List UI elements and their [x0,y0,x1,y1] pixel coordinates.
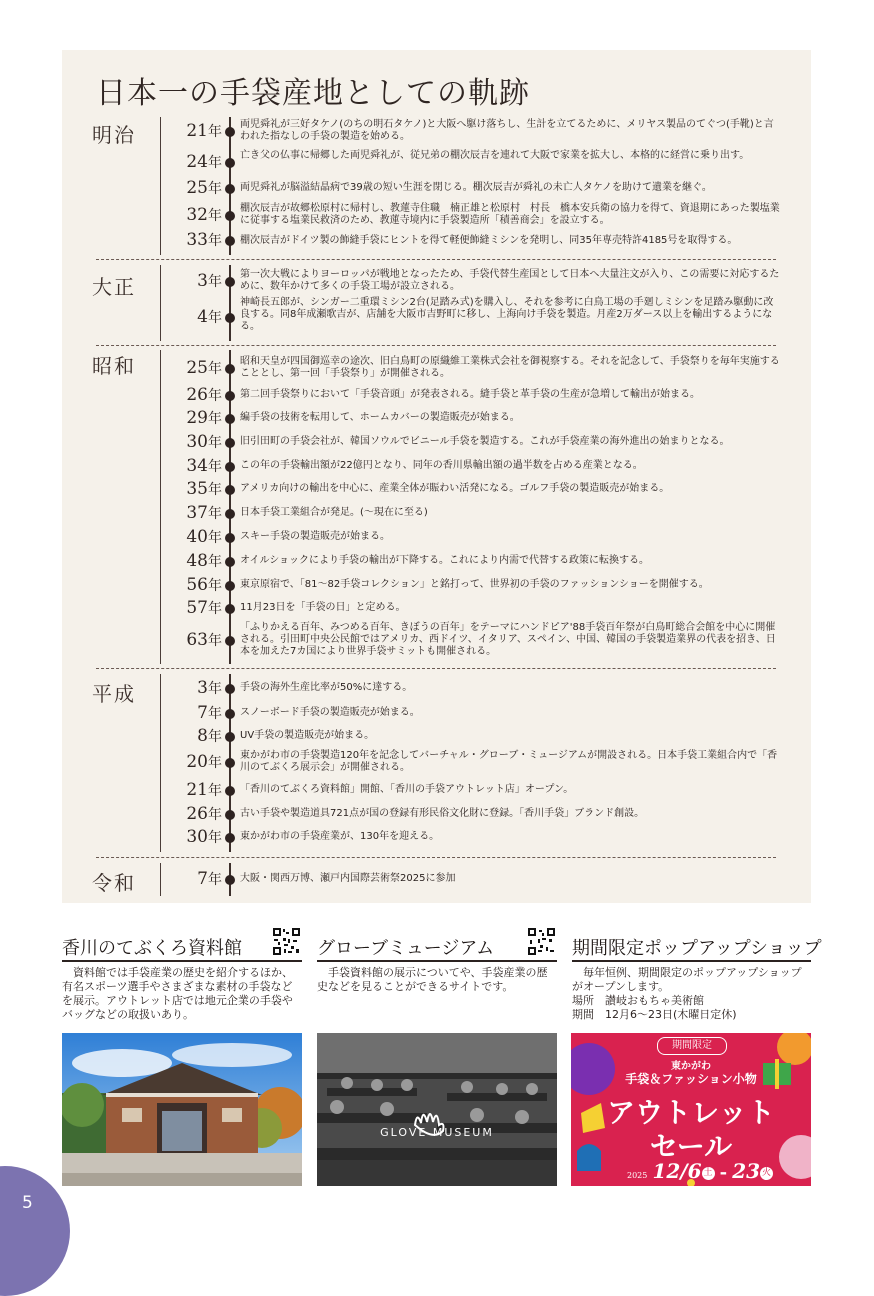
section-paragraph: 資料館では手袋産業の歴史を紹介するほか、有名スポーツ選手やさまざまな素材の手袋などを展示。アウトレット店では地元企業の手袋やバッグなどの取扱いあり。 [62,966,293,1021]
event-text: 両児舜礼が三好タケノ(のちの明石タケノ)と大阪へ駆け落ちし、生計を立てるために、メリヤス製品のてぐつ(手靴)と言われた指なしの手袋の製造を始める。 [240,119,774,142]
event-text: この年の手袋輸出額が22億円となり、同年の香川県輸出額の過半数を占める産業となる。 [240,460,643,471]
event-text: 東かがわ市の手袋製造120年を記念してバーチャル・グローブ・ミュージアムが開設される。日本手袋工業組合内で「香川のてぶくろ展示会」が開催される。 [240,750,778,773]
event-year: 25年 [186,358,222,378]
timeline-dot [225,236,235,246]
event-text: 11月23日を「手袋の日」と定める。 [240,602,406,613]
era-divider [96,345,776,346]
glove-museum-photo[interactable] [317,1033,557,1186]
event-text: 昭和天皇が四国御巡幸の途次、旧白鳥町の原織維工業株式会社を御視察する。それを記念して、手袋祭りを毎年実施することとし、第一回「手袋祭り」が開催される。 [240,356,780,379]
event-year: 26年 [186,804,222,824]
event-year: 7年 [197,703,222,723]
event-year: 48年 [186,551,222,571]
era-name: 令和 [92,871,136,895]
poster-dow-start: 土 [703,1168,713,1178]
timeline-dot [225,127,235,137]
timeline-dot [225,184,235,194]
event-year: 3年 [197,271,222,291]
event-year: 56年 [186,575,222,595]
timeline-dot [225,810,235,820]
event-year: 20年 [186,752,222,772]
section-underline [62,960,302,962]
timeline-dot [225,557,235,567]
era-taisho [62,265,811,341]
event-text: 大阪・関西万博、瀬戸内国際芸術祭2025に参加 [240,873,456,884]
event-year: 26年 [186,385,222,405]
poster-line4: セール [649,1130,733,1163]
qr-code[interactable] [528,928,555,955]
event-year: 34年 [186,456,222,476]
timeline-dot [225,758,235,768]
section-body [62,966,302,1022]
timeline-dot [225,684,235,694]
era-heisei [62,674,811,852]
event-text: オイルショックにより手袋の輸出が下降する。これにより内需で代替する政策に転換する。 [240,555,650,566]
event-text: 旧引田町の手袋会社が、韓国ソウルでビニール手袋を製造する。これが手袋産業の海外進出の始まりとなる。 [240,436,730,447]
era-name: 昭和 [92,354,136,378]
timeline-dot [225,533,235,543]
sale-poster [571,1033,811,1186]
page-title: 日本一の手袋産地としての軌跡 [96,76,530,111]
qr-code-icon [528,928,555,955]
timeline-dot [225,485,235,495]
section-body [317,966,557,994]
poster-badge: 期間限定 [657,1037,727,1055]
timeline-dot [225,709,235,719]
event-text: 第一次大戦によりヨーロッパが戦地となったため、手袋代替生産国として日本へ大量注文が入り、この需要に対応するために、数年かけて多くの手袋工場が設立される。 [240,269,780,292]
event-year: 4年 [197,307,222,327]
page-corner-decoration [0,1166,70,1296]
era-vertical-line [160,674,161,852]
era-divider [96,668,776,669]
event-text: 東京原宿で、「81～82手袋コレクション」と銘打って、世界初の手袋のファッションショーを開催する。 [240,579,709,590]
poster-line2: 手袋＆ファッション小物 [625,1072,757,1086]
event-text: 棚次辰吉がドイツ製の飾縫手袋にヒントを得て軽便飾縫ミシンを発明し、同35年専売特許4185号を取得する。 [240,235,738,246]
event-text: 東かがわ市の手袋産業が、130年を迎える。 [240,831,440,842]
event-text: アメリカ向けの輸出を中心に、産業全体が賑わい活発になる。ゴルフ手袋の製造販売が始まる。 [240,483,670,494]
event-year: 57年 [186,598,222,618]
event-text: 棚次辰吉が故郷松原村に帰村し、教蓮寺住職 楠正雄と松原村 村長 橋本安兵衛の協力を得て、資退期にあった製塩業に従事する塩業民救済のため、教蓮寺境内に手袋製造所「積善商会」を設立する。 [240,203,780,226]
event-text: 亡き父の仏事に帰郷した両児舜礼が、従兄弟の棚次辰吉を連れて大阪で家業を拡大し、本格的に経営に乗り出す。 [240,150,750,161]
timeline-dot [225,391,235,401]
event-text: 両児舜礼が脳溢結晶病で39歳の短い生涯を閉じる。棚次辰吉が舜礼の未亡人タケノを助けて遺業を継ぐ。 [240,182,712,193]
timeline-dot [225,277,235,287]
timeline-dot [225,875,235,885]
poster-line3: アウトレット [607,1096,775,1129]
event-year: 35年 [186,479,222,499]
event-year: 8年 [197,726,222,746]
event-text: 第二回手袋祭りにおいて「手袋音頭」が発表される。縫手袋と革手袋の生産が急増して輸出が始まる。 [240,389,700,400]
timeline-panel [62,50,811,903]
event-year: 63年 [186,630,222,650]
poster-dow-end: 火 [762,1168,772,1178]
timeline-dot [225,211,235,221]
qr-code-icon [273,928,300,955]
section-underline [572,960,811,962]
event-year: 37年 [186,503,222,523]
section-body [572,966,811,1022]
timeline-dot [225,462,235,472]
event-text: スノーボード手袋の製造販売が始まる。 [240,707,420,718]
era-divider [96,857,776,858]
section-underline [317,960,557,962]
era-name: 大正 [92,275,136,299]
era-vertical-line [160,265,161,341]
event-text: 古い手袋や製造道具721点が国の登録有形民俗文化財に登録。「香川手袋」ブランド創設。 [240,808,645,819]
page-number: 5 [22,1193,33,1213]
section-paragraph: 毎年恒例、期間限定のポップアップショップがオープンします。 [572,966,802,993]
timeline-dot [225,313,235,323]
era-reiwa [62,863,811,896]
event-text: 「香川のてぶくろ資料館」開館、「香川の手袋アウトレット店」オープン。 [240,784,574,795]
timeline-dot [225,158,235,168]
timeline-dot [225,604,235,614]
era-vertical-line [160,350,161,664]
event-year: 30年 [186,432,222,452]
event-year: 21年 [186,121,222,141]
poster-year: 2025 [627,1171,648,1180]
event-text: 神崎長五郎が、シンガー二重環ミシン2台(足踏み式)を購入し、それを参考に白鳥工場の手廻しミシンを足踏み駆動に改良する。同8年成瀬歌吉が、店舗を大阪市吉野町に移し、上海向け手袋を製造。月産2万ダース以上を輸出するようになる。 [240,297,774,332]
event-year: 32年 [186,205,222,225]
event-text: UV手袋の製造販売が始まる。 [240,730,375,741]
section-title-glove-museum: グローブミュージアム [317,938,495,959]
poster-dates [627,1159,773,1183]
event-year: 24年 [186,152,222,172]
event-year: 30年 [186,827,222,847]
era-showa [62,350,811,664]
event-year: 7年 [197,869,222,889]
timeline-dot [225,581,235,591]
era-divider [96,259,776,260]
section-period: 期間 12月6～23日(木曜日定休) [572,1008,737,1021]
era-name: 平成 [92,682,136,706]
timeline-dot [225,364,235,374]
section-title-popup: 期間限定ポップアップショップ [572,938,822,959]
timeline-dot [225,732,235,742]
event-text: 編手袋の技術を転用して、ホームカバーの製造販売が始まる。 [240,412,520,423]
section-title-museum: 香川のてぶくろ資料館 [62,938,242,959]
museum-logo-text: GLOVE MUSEUM [380,1126,494,1139]
event-year: 3年 [197,678,222,698]
event-text: 手袋の海外生産比率が50%に達する。 [240,682,413,693]
section-venue: 場所 讃岐おもちゃ美術館 [572,994,704,1007]
poster-date-start: 12/6 [652,1159,702,1183]
era-vertical-line [160,117,161,255]
qr-code[interactable] [273,928,300,955]
section-paragraph: 手袋資料館の展示についてや、手袋産業の歴史などを見ることができるサイトです。 [317,966,548,993]
timeline-dot [225,636,235,646]
event-year: 40年 [186,527,222,547]
timeline-dot [225,438,235,448]
event-year: 33年 [186,230,222,250]
timeline-dot [225,786,235,796]
event-year: 21年 [186,780,222,800]
poster-line1: 東かがわ [671,1061,711,1072]
event-text: スキー手袋の製造販売が始まる。 [240,531,390,542]
event-year: 29年 [186,408,222,428]
timeline-dot [225,509,235,519]
timeline-dot [225,414,235,424]
event-text: 日本手袋工業組合が発足。(～現在に至る) [240,507,428,518]
timeline-dot [225,833,235,843]
museum-photo [62,1033,302,1186]
event-text: 「ふりかえる百年、みつめる百年、きぼうの百年」をテーマにハンドピア'88手袋百年祭が白鳥町総合会館を中心に開催される。引田町中央公民館ではアメリカ、西ドイツ、イタリア、スペイン、中国、韓国の手袋製造業界の代表を招き、日本を加えた7カ国により世界手袋サミットも開催される。 [240,622,776,657]
era-meiji [62,117,811,255]
poster-date-sep: - [719,1162,728,1183]
poster-date-end: 23 [732,1159,761,1183]
event-year: 25年 [186,178,222,198]
era-vertical-line [160,863,161,896]
era-name: 明治 [92,123,136,147]
